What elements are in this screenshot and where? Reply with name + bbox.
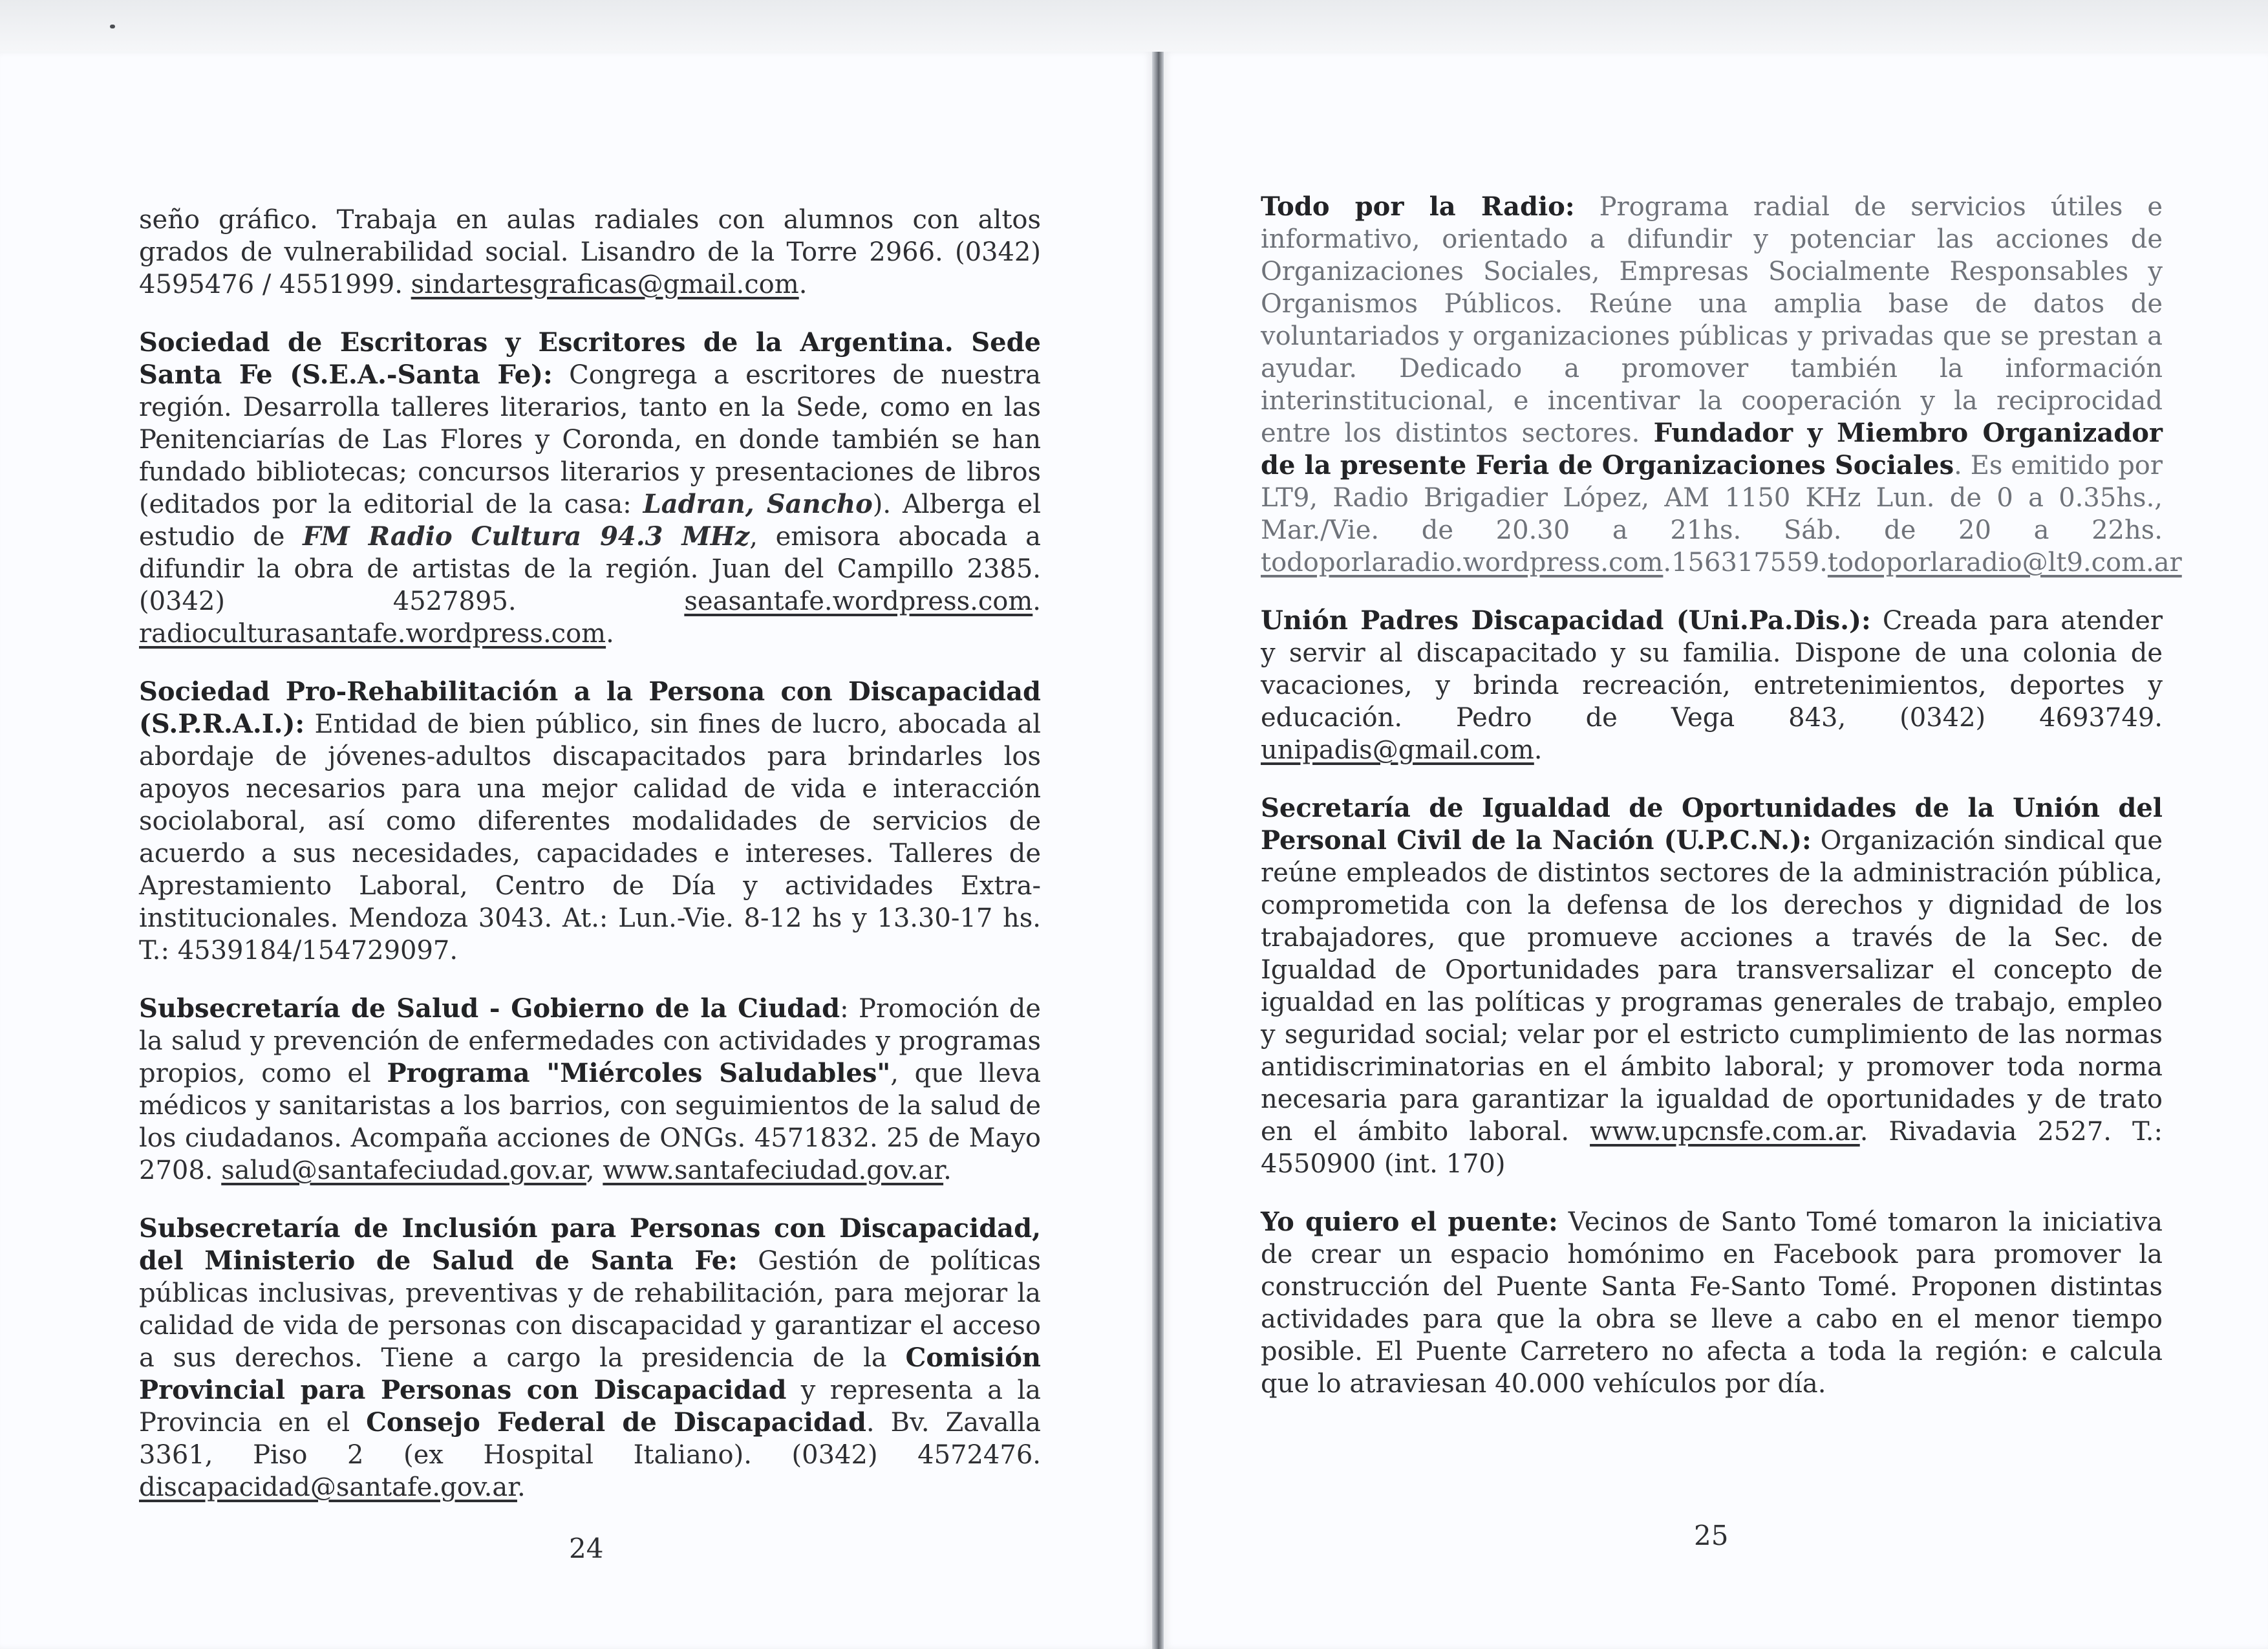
entry-title: Todo por la Radio: <box>1261 191 1575 222</box>
entry-text: seño gráfico. Trabaja en aulas radiales con alumnos con altos grados de vulnerabilidad social. Lisandro de la Torre 2966. (0342) 4595476 / 4551999. <box>139 205 1041 299</box>
entry-sea-santa-fe <box>139 327 1041 650</box>
entry-text: Organización sindical que reúne empleados de distintos sectores de la administración pública, comprometida con la defensa de los derechos y dignidad de los trabajadores, que promueve acciones a través de la Sec. de Igualdad de Oportunidades para transversalizar el concepto de igualdad en las políticas y programas generales de trabajo, empleo y seguridad social; velar por el estricto cumplimiento de las normas antidiscriminatorias en el ámbito laboral; y promover toda norma necesaria para garantizar la igualdad de oportunidades y de trato en el ámbito laboral. <box>1261 826 2163 1147</box>
website-link[interactable]: todoporlaradio.wordpress.com <box>1261 548 1664 577</box>
entry-text: .156317559. <box>1663 548 1828 577</box>
book-gutter <box>1152 52 1164 1649</box>
entry-text: . <box>517 1472 526 1502</box>
entry-title: Unión Padres Discapacidad (Uni.Pa.Dis.): <box>1261 605 1871 636</box>
entry-title: Secretaría de Igualdad de Oportunidades de la Unión del Personal Civil de la Nación (U.P.C.N.): <box>1261 793 2163 856</box>
entry-sindicato-artes-graficas <box>139 204 1041 301</box>
founder-note: Fundador y Miembro Organizador de la presente Feria de Organizaciones Sociales <box>1261 418 2163 480</box>
entry-text: . Rivadavia 2527. T.: 4550900 (int. 170) <box>1261 1117 2163 1179</box>
entry-text: Vecinos de Santo Tomé tomaron la iniciativa de crear un espacio homónimo en Facebook para promover la construcción del Puente Santa Fe-Santo Tomé. Proponen distintas actividades para que la obra se lleve a cabo en el menor tiempo posible. El Puente Carretero no afecta a toda la región: e calcula que lo atraviesan 40.000 vehículos por día. <box>1261 1207 2163 1399</box>
entry-text: , <box>586 1156 603 1185</box>
website-link[interactable]: www.upcnsfe.com.ar <box>1590 1117 1860 1147</box>
entry-title: Subsecretaría de Salud - Gobierno de la Ciudad <box>139 993 840 1024</box>
entry-text: ). Alberga el estudio de <box>139 490 1041 552</box>
radio-station-name: FM Radio Cultura 94.3 MHz <box>303 521 750 552</box>
entry-title: Subsecretaría de Inclusión para Personas con Discapacidad, del Ministerio de Salud de Santa Fe: <box>139 1213 1041 1276</box>
entry-text: Congrega a escritores de nuestra región. Desarrolla talleres literarios, tanto en la Sede, como en las Penitenciarías de Las Flores y Coronda, en donde también se han fundado bibliotecas; concursos literarios y presentaciones de libros (editados por la editorial de la casa: <box>139 360 1042 519</box>
website-link[interactable]: www.santafeciudad.gov.ar <box>603 1156 944 1185</box>
entry-text: Programa radial de servicios útiles e informativo, orientado a difundir y potenciar las acciones de Organizaciones Sociales, Empresas Socialmente Responsables y Organismos Públicos. Reúne una amplia base de datos de voluntariados y organizaciones públicas y privadas que se prestan a ayudar. Dedicado a promover también la información interinstitucional, e incentivar la cooperación y la reciprocidad entre los distintos sectores. <box>1261 192 2163 448</box>
entry-text: . Bv. Zavalla 3361, Piso 2 (ex Hospital Italiano). (0342) 4572476. <box>139 1408 1042 1470</box>
publisher-name: Ladran, Sancho <box>643 489 873 519</box>
entry-text: . <box>1534 735 1543 765</box>
right-page <box>1164 52 2268 1649</box>
website-link[interactable]: radioculturasantafe.wordpress.com <box>139 619 606 649</box>
entry-upcn <box>1261 792 2163 1180</box>
commission-name: Comisión Provincial para Personas con Discapacidad <box>139 1342 1041 1405</box>
left-text-column <box>139 204 1041 1529</box>
entry-text: . Es emitido por LT9, Radio Brigadier López, AM 1150 KHz Lun. de 0 a 0.35hs., Mar./Vie. de 20.30 a 21hs. Sáb. de 20 a 22hs. <box>1261 451 2163 545</box>
left-page <box>0 52 1152 1649</box>
scan-speck <box>110 25 115 28</box>
entry-subsecretaria-inclusion <box>139 1212 1041 1503</box>
entry-spraI <box>139 676 1041 967</box>
entry-text: . <box>606 619 614 649</box>
entry-title: Sociedad de Escritoras y Escritores de la Argentina. Sede Santa Fe (S.E.A.-Santa Fe): <box>139 327 1041 390</box>
page-number: 24 <box>569 1533 604 1564</box>
page-number: 25 <box>1694 1520 1729 1551</box>
entry-text: Entidad de bien público, sin fines de lucro, abocada al abordaje de jóvenes-adultos discapacitados para brindarles los apoyos necesarios para una mejor calidad de vida e interacción sociolaboral, así como diferentes modalidades de servicios de acuerdo a sus necesidades, capacidades e intereses. Talleres de Aprestamiento Laboral, Centro de Día y actividades Extra-institucionales. Mendoza 3043. At.: Lun.-Vie. 8-12 hs y 13.30-17 hs. T.: 4539184/154729097. <box>139 709 1041 965</box>
email-link[interactable]: discapacidad@santafe.gov.ar <box>139 1472 517 1502</box>
entry-text: . <box>943 1156 952 1185</box>
entry-text: , emisora abocada a difundir la obra de artistas de la región. Juan del Campillo 2385. (0342) 4527895. <box>139 522 1041 616</box>
entry-text: : Promoción de la salud y prevención de enfermedades con actividades y programas propios, como el <box>139 994 1041 1088</box>
email-link[interactable]: todoporlaradio@lt9.com.ar <box>1827 548 2182 577</box>
entry-unipadis <box>1261 605 2163 766</box>
email-link[interactable]: salud@santafeciudad.gov.ar <box>221 1156 586 1185</box>
entry-text: Gestión de políticas públicas inclusivas, preventivas y de rehabilitación, para mejorar la calidad de vida de personas con discapacidad y garantizar el acceso a sus derechos. Tiene a cargo la presidencia de la <box>139 1246 1042 1373</box>
entry-subsecretaria-salud <box>139 993 1041 1187</box>
entry-title: Sociedad Pro-Rehabilitación a la Persona con Discapacidad (S.P.R.A.I.): <box>139 676 1041 739</box>
entry-text: , que lleva médicos y sanitaristas a los barrios, con seguimientos de la salud de los ciudadanos. Acompaña acciones de ONGs. 4571832. 25 de Mayo 2708. <box>139 1059 1041 1185</box>
right-text-column <box>1261 191 2182 1426</box>
program-name: Programa "Miércoles Saludables" <box>387 1058 891 1088</box>
entry-text: . <box>1032 587 1041 616</box>
entry-yo-quiero-el-puente <box>1261 1206 2163 1400</box>
scan-background <box>0 0 2268 52</box>
council-name: Consejo Federal de Discapacidad <box>366 1407 866 1438</box>
entry-todo-por-la-radio <box>1261 191 2182 579</box>
entry-text: y representa a la Provincia en el <box>139 1375 1041 1438</box>
entry-text: Creada para atender y servir al discapacitado y su familia. Dispone de una colonia de vacaciones, y brinda recreación, entretenimientos, deportes y educación. Pedro de Vega 843, (0342) 4693749. <box>1261 606 2163 733</box>
website-link[interactable]: seasantafe.wordpress.com <box>684 587 1033 616</box>
email-link[interactable]: sindartesgraficas@gmail.com <box>411 270 799 299</box>
entry-text: . <box>798 270 808 299</box>
entry-title: Yo quiero el puente: <box>1261 1207 1558 1237</box>
email-link[interactable]: unipadis@gmail.com <box>1261 735 1534 765</box>
